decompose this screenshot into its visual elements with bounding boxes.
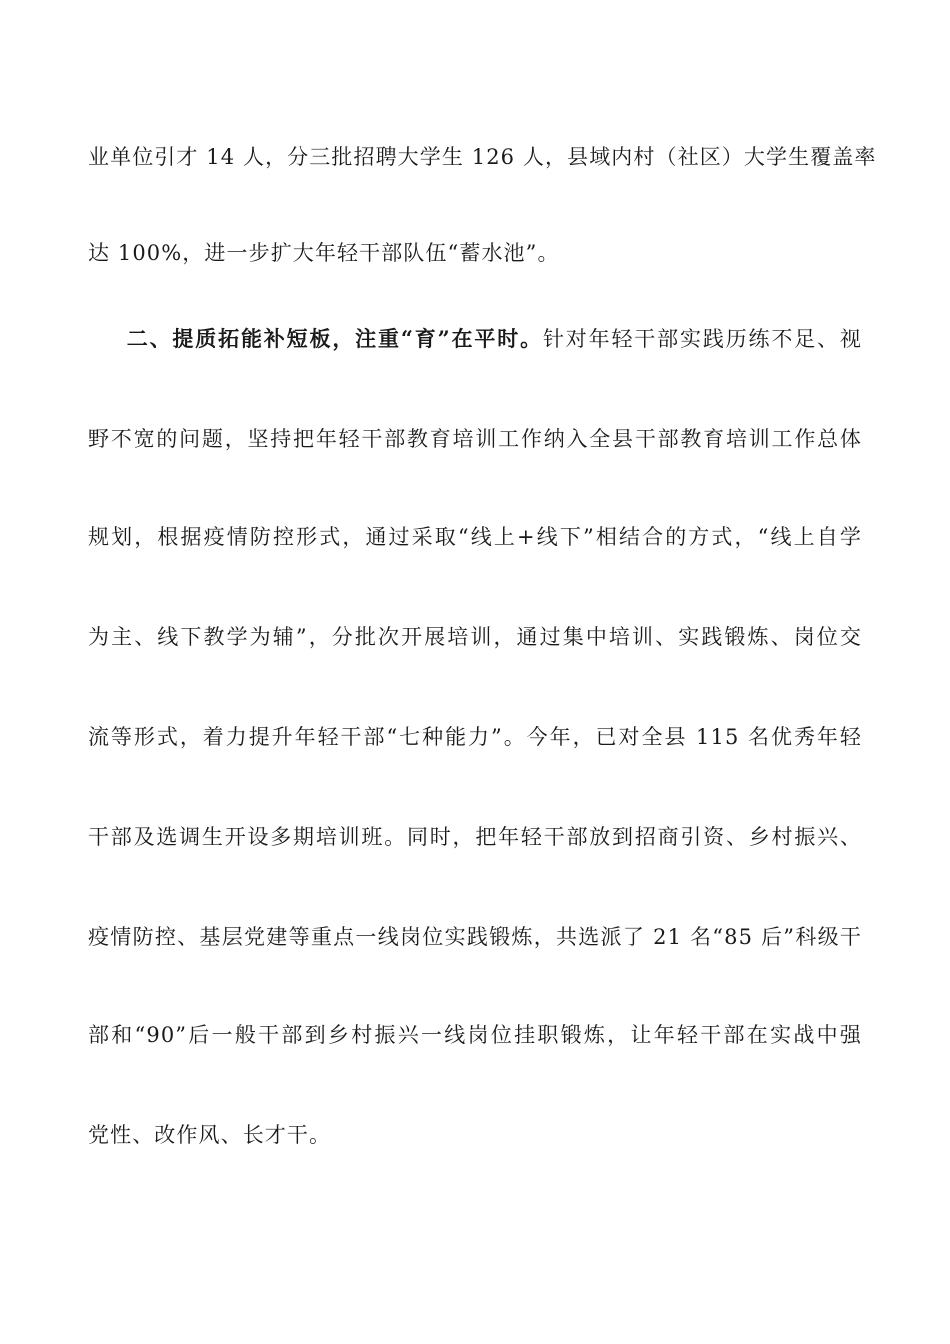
paragraph-line-4: 野不宽的问题，坚持把年轻干部教育培训工作纳入全县干部教育培训工作总体: [88, 427, 862, 451]
paragraph-line-7: 流等形式，着力提升年轻干部“七种能力”。今年，已对全县 115 名优秀年轻: [88, 725, 862, 749]
section-two-first-line: [88, 324, 862, 354]
paragraph-line-2: 达 100%，进一步扩大年轻干部队伍“蓄水池”。: [88, 241, 560, 265]
paragraph-line-11: 党性、改作风、长才干。: [88, 1123, 332, 1147]
paragraph-line-6: 为主、线下教学为辅”，分批次开展培训，通过集中培训、实践锻炼、岗位交: [88, 625, 862, 649]
paragraph-line-9: 疫情防控、基层党建等重点一线岗位实践锻炼，共选派了 21 名“85 后”科级干: [88, 925, 862, 949]
paragraph-line-8: 干部及选调生开设多期培训班。同时，把年轻干部放到招商引资、乡村振兴、: [88, 825, 862, 849]
section-two-heading: 二、提质拓能补短板，注重“育”在平时。: [126, 326, 543, 351]
paragraph-line-5: 规划，根据疫情防控形式，通过采取“线上+线下”相结合的方式，“线上自学: [88, 525, 862, 549]
paragraph-line-1: 业单位引才 14 人，分三批招聘大学生 126 人，县域内村（社区）大学生覆盖率: [88, 145, 877, 169]
paragraph-line-10: 部和“90”后一般干部到乡村振兴一线岗位挂职锻炼，让年轻干部在实战中强: [88, 1023, 862, 1047]
section-two-text: 针对年轻干部实践历练不足、视: [542, 327, 863, 351]
